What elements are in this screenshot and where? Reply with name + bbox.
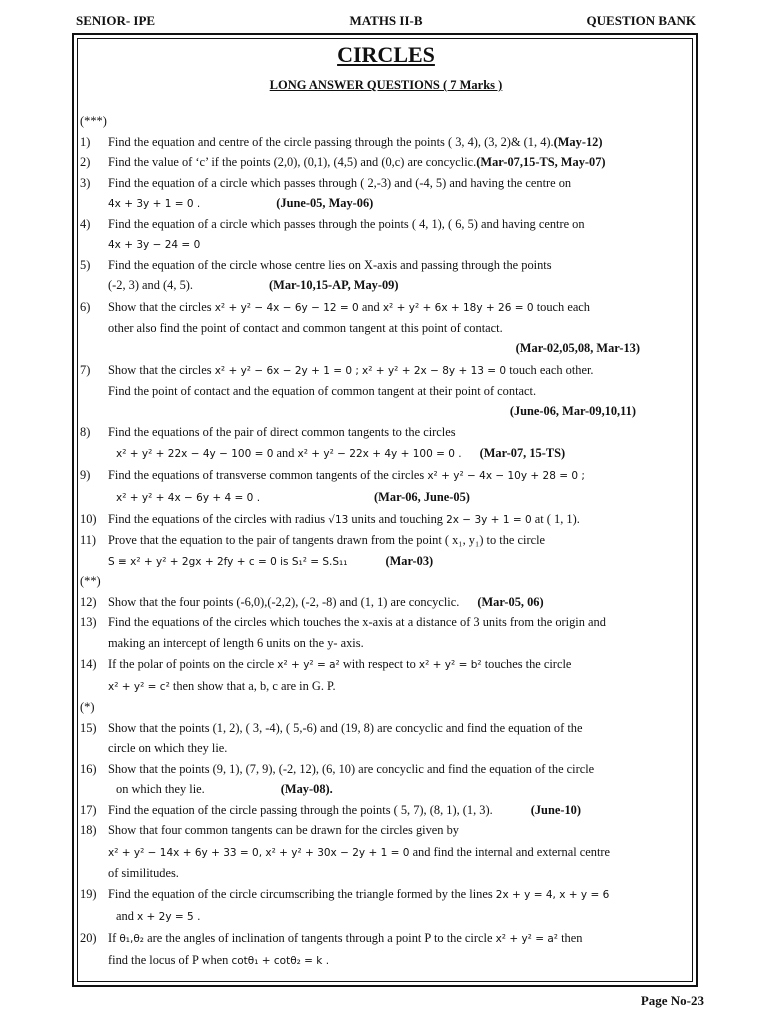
question-17: 17) Find the equation of the circle passing through the points ( 5, 7), (8, 1), (1, 3). (June-10) bbox=[80, 802, 581, 817]
question-4: 4) Find the equation of a circle which passes through the points ( 4, 1), ( 6, 5) and having centre on bbox=[80, 216, 585, 231]
question-13: 13) Find the equations of the circles which touches the x-axis at a distance of 3 units from the origin and bbox=[80, 615, 606, 629]
question-7: 7) Show that the circles x² + y² − 6x − 2y + 1 = 0 ; x² + y² + 2x − 8y + 13 = 0 touch each other. bbox=[80, 362, 594, 377]
question-3: 3) Find the equation of a circle which passes through ( 2,-3) and (-4, 5) and having the centre on bbox=[80, 175, 572, 190]
question-14-cont: x² + y² = c² then show that a, b, c are in G. P. bbox=[108, 679, 336, 693]
question-7-tag: (June-06, Mar-09,10,11) bbox=[509, 404, 636, 418]
question-18-cont: x² + y² − 14x + 6y + 33 = 0, x² + y² + 30x − 2y + 1 = 0 and find the internal and external centre bbox=[108, 844, 611, 859]
question-11: 11) Prove that the equation to the pair of tangents drawn from the point ( x₁, y₁) to the circle bbox=[80, 533, 546, 547]
question-6-tag: (Mar-02,05,08, Mar-13) bbox=[515, 341, 640, 355]
question-9-cont: x² + y² + 4x − 6y + 4 = 0 . (Mar-06, June-05) bbox=[116, 490, 470, 504]
question-2: 2) Find the value of ‘c’ if the points (2,0), (0,1), (4,5) and (0,c) are concyclic.(Mar-07,15-TS, May-07) bbox=[80, 155, 606, 169]
header-left: SENIOR- IPE bbox=[76, 13, 156, 28]
question-13-cont: making an intercept of length 6 units on the y- axis. bbox=[108, 635, 364, 650]
header-center: MATHS II-B bbox=[349, 13, 423, 28]
question-18: 18) Show that four common tangents can be drawn for the circles given by bbox=[80, 823, 459, 837]
question-12: 12) Show that the four points (-6,0),(-2,2), (-2, -8) and (1, 1) are concyclic. (Mar-05, 06) bbox=[80, 594, 544, 609]
section-marker: (***) bbox=[80, 114, 107, 128]
question-15-cont: circle on which they lie. bbox=[108, 741, 228, 755]
question-11-cont: S ≡ x² + y² + 2gx + 2fy + c = 0 is S₁² = S.S₁₁ (Mar-03) bbox=[108, 553, 434, 568]
question-18-cont2: of similitudes. bbox=[108, 865, 179, 880]
question-4-cont: 4x + 3y − 24 = 0 bbox=[108, 239, 201, 251]
question-7-cont: Find the point of contact and the equation of common tangent at their point of contact. bbox=[108, 383, 537, 398]
question-14: 14) If the polar of points on the circle x² + y² = a² with respect to x² + y² = b² touches the circle bbox=[80, 657, 572, 671]
page-title: CIRCLES bbox=[337, 42, 435, 67]
question-19-cont: and x + 2y = 5 . bbox=[116, 909, 201, 923]
question-3-cont: 4x + 3y + 1 = 0 . (June-05, May-06) bbox=[108, 196, 374, 210]
question-1: 1) Find the equation and centre of the circle passing through the points ( 3, 4), (3, 2)& (1, 4).(May-12) bbox=[80, 134, 603, 149]
question-20: 20) If θ₁,θ₂ are the angles of inclination of tangents through a point P to the circle x² + y² = a² then bbox=[80, 931, 583, 945]
header-right: QUESTION BANK bbox=[586, 13, 696, 28]
question-16-cont: on which they lie. (May-08). bbox=[116, 782, 333, 796]
question-19: 19) Find the equation of the circle circumscribing the triangle formed by the lines 2x + y = 4, x + y = 6 bbox=[80, 887, 610, 901]
question-15: 15) Show that the points (1, 2), ( 3, -4), ( 5,-6) and (19, 8) are concyclic and find the equation of the bbox=[80, 720, 583, 735]
question-5: 5) Find the equation of the circle whose centre lies on X-axis and passing through the points bbox=[80, 257, 552, 272]
page-header bbox=[76, 13, 696, 31]
question-9: 9) Find the equations of transverse common tangents of the circles x² + y² − 4x − 10y + 28 = 0 ; bbox=[80, 468, 585, 482]
question-6-cont: other also find the point of contact and common tangent at this point of contact. bbox=[108, 320, 503, 335]
question-list bbox=[80, 111, 694, 971]
question-8-cont: x² + y² + 22x − 4y − 100 = 0 and x² + y² − 22x + 4y + 100 = 0 . (Mar-07, 15-TS) bbox=[116, 446, 566, 460]
question-5-cont: (-2, 3) and (4, 5). (Mar-10,15-AP, May-09) bbox=[108, 278, 399, 292]
page-number: Page No-23 bbox=[640, 993, 704, 1008]
question-16: 16) Show that the points (9, 1), (7, 9), (-2, 12), (6, 10) are concyclic and find the equation of the circle bbox=[80, 761, 595, 776]
section-marker: (**) bbox=[80, 574, 101, 588]
question-6: 6) Show that the circles x² + y² − 4x − 6y − 12 = 0 and x² + y² + 6x + 18y + 26 = 0 touch each bbox=[80, 299, 591, 314]
page-subtitle: LONG ANSWER QUESTIONS ( 7 Marks ) bbox=[269, 78, 503, 92]
section-marker: (*) bbox=[80, 700, 95, 714]
question-20-cont: find the locus of P when cotθ₁ + cotθ₂ = k . bbox=[108, 953, 330, 967]
question-10: 10) Find the equations of the circles with radius √13 units and touching 2x − 3y + 1 = 0 at ( 1, 1). bbox=[80, 512, 580, 526]
question-8: 8) Find the equations of the pair of direct common tangents to the circles bbox=[80, 424, 456, 439]
